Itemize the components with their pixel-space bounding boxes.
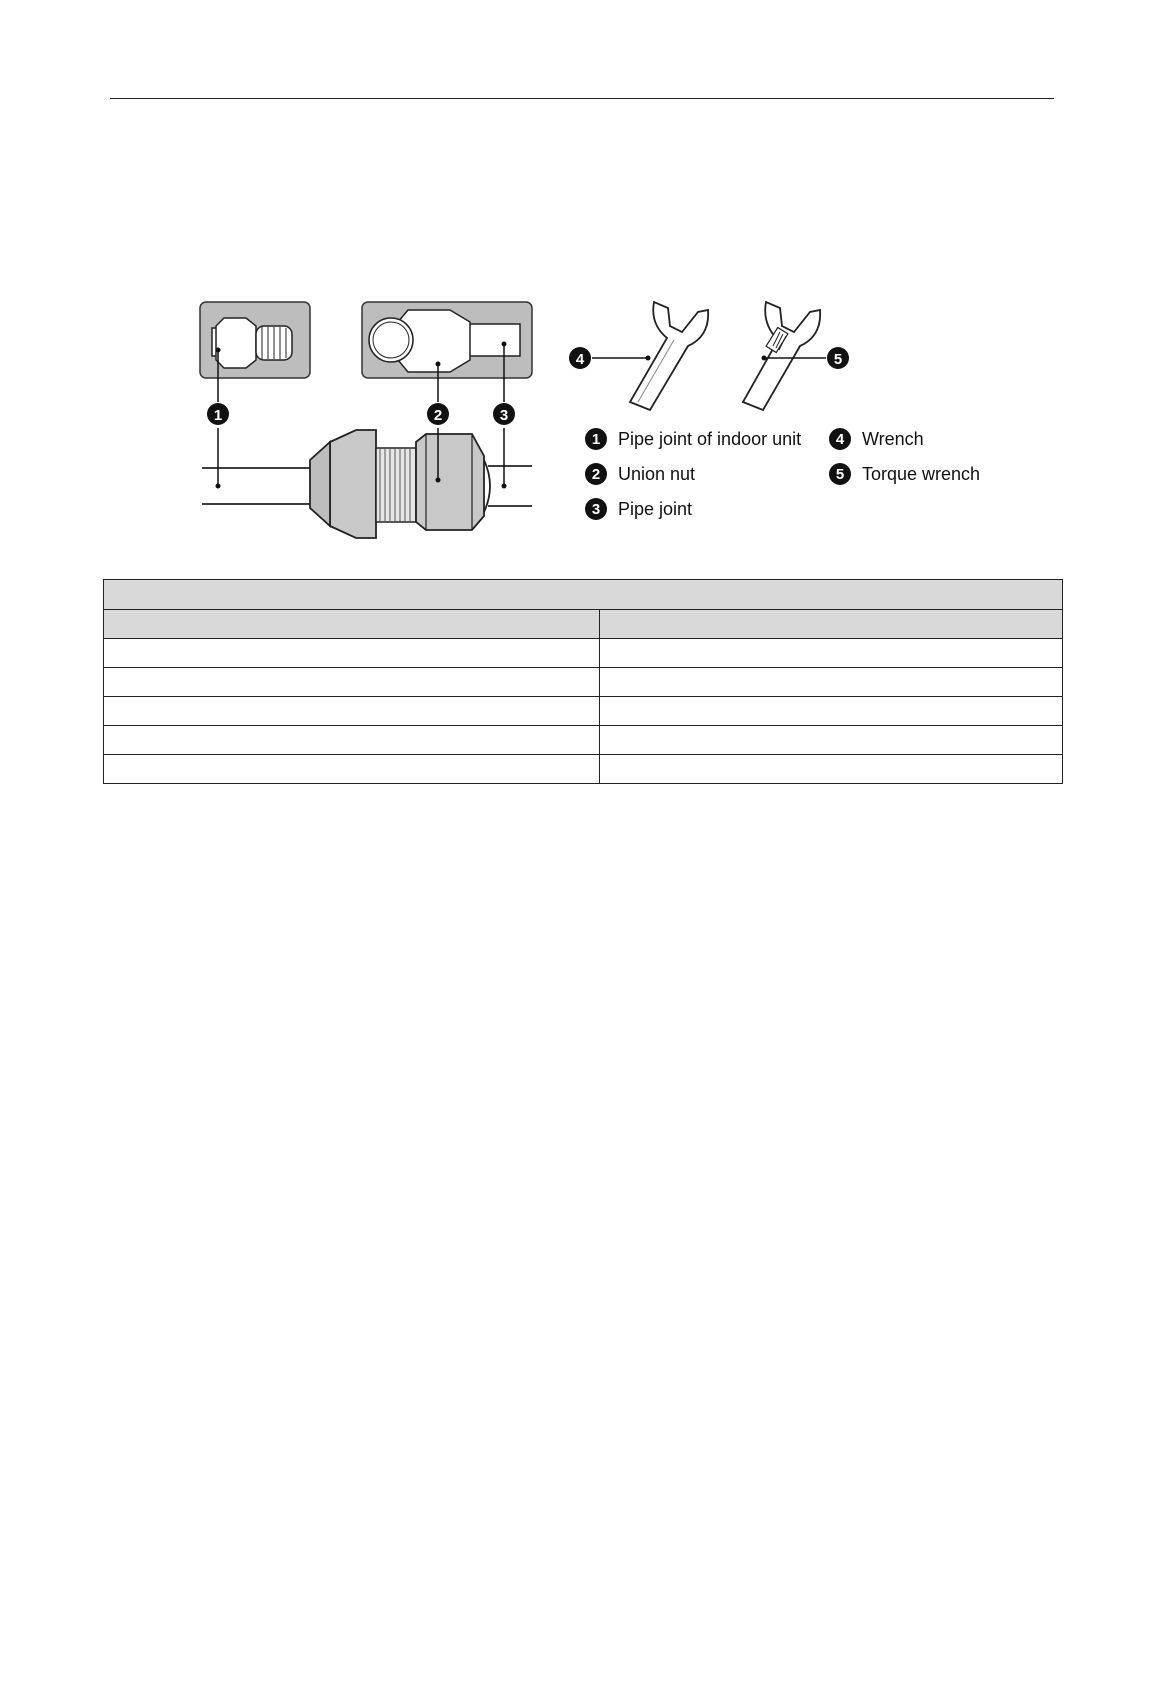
callout-4 (569, 347, 591, 369)
table-cell (104, 668, 600, 697)
pipe-joint-fitting-icon (212, 318, 292, 368)
torque-wrench-icon (743, 302, 820, 410)
legend-label-1: Pipe joint of indoor unit (618, 428, 802, 449)
legend-label-5: Torque wrench (862, 463, 981, 484)
table-row (104, 697, 1063, 726)
legend-item-2 (585, 463, 695, 485)
legend-badge-1: 1 (585, 428, 607, 450)
legend-badge-3: 3 (585, 498, 607, 520)
svg-text:1: 1 (213, 407, 223, 424)
wrench-icon (630, 302, 708, 410)
table-cell (104, 726, 600, 755)
assembled-pipe-joint-icon (202, 430, 532, 538)
legend-item-3 (585, 498, 692, 520)
callout-5 (827, 347, 849, 369)
table-cell (600, 726, 1063, 755)
callout-1 (207, 403, 229, 425)
table-title (104, 580, 1063, 610)
table-header-cell (104, 610, 600, 639)
table-cell (600, 697, 1063, 726)
table-row (104, 755, 1063, 784)
legend-item-4 (829, 428, 924, 450)
torque-spec-table (103, 579, 1063, 784)
legend-label-2: Union nut (618, 463, 696, 484)
legend-item-5 (829, 463, 980, 485)
legend-item-1 (585, 428, 801, 450)
legend-badge-2: 2 (585, 463, 607, 485)
table-header-row (104, 610, 1063, 639)
table-row (104, 726, 1063, 755)
svg-text:2: 2 (433, 407, 443, 424)
table-row (104, 639, 1063, 668)
svg-text:4: 4 (575, 351, 585, 368)
table-header-cell (600, 610, 1063, 639)
table-cell (104, 755, 600, 784)
table-cell (600, 668, 1063, 697)
svg-text:5: 5 (833, 351, 843, 368)
callout-2 (427, 403, 449, 425)
table-cell (104, 697, 600, 726)
legend-badge-5: 5 (829, 463, 851, 485)
table-title-row (104, 580, 1063, 610)
callout-3 (493, 403, 515, 425)
table-row (104, 668, 1063, 697)
legend-label-4: Wrench (862, 428, 924, 449)
table-cell (104, 639, 600, 668)
header-rule (110, 98, 1054, 99)
legend-badge-4: 4 (829, 428, 851, 450)
legend-label-3: Pipe joint (618, 498, 693, 519)
table-cell (600, 755, 1063, 784)
svg-text:3: 3 (499, 407, 509, 424)
table-cell (600, 639, 1063, 668)
